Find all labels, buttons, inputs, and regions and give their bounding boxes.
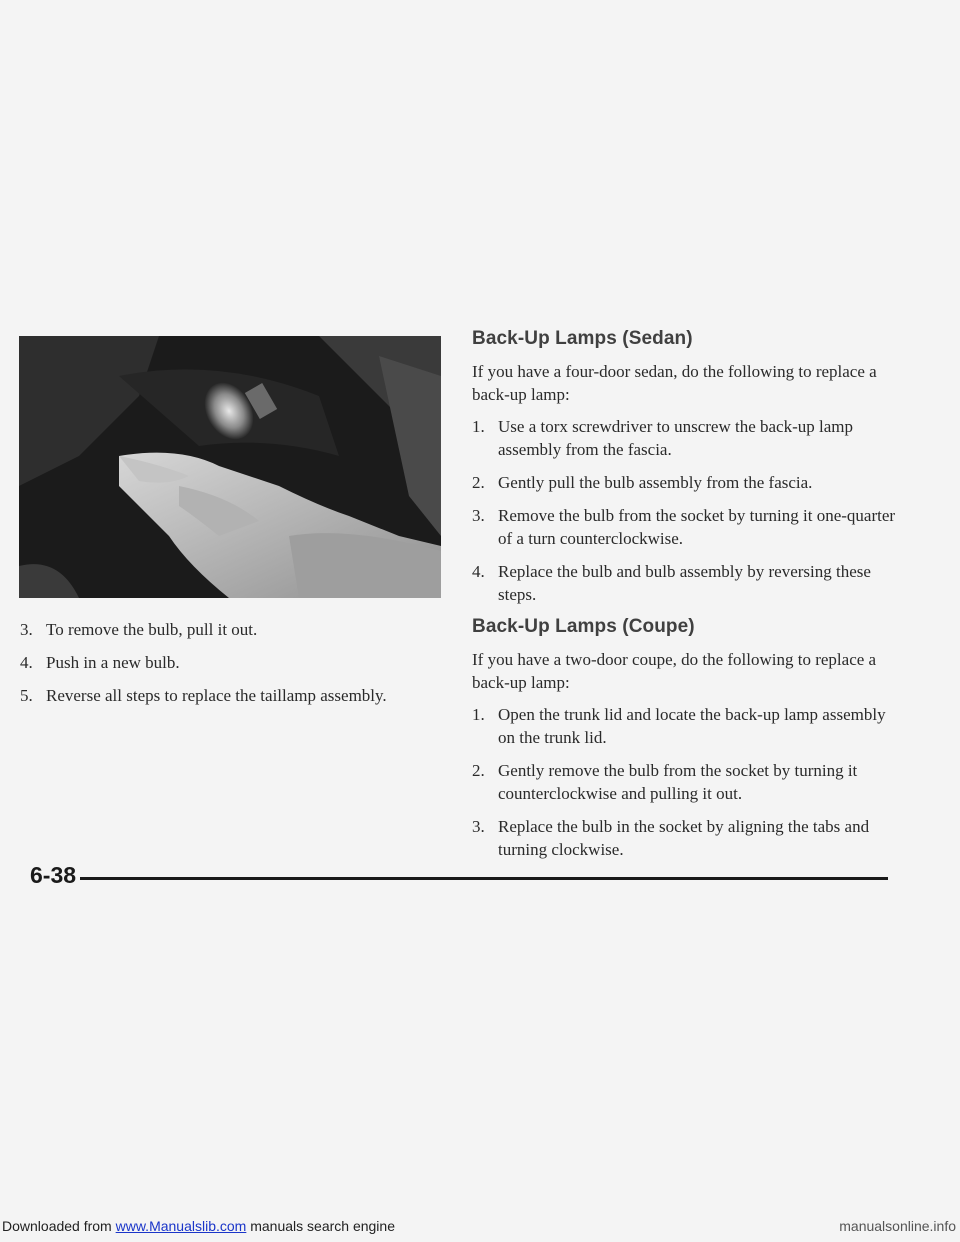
back-up-lamp-instructions	[472, 328, 902, 871]
list-item: 1. Use a torx screwdriver to unscrew the back-up lamp assembly from the fascia.	[472, 417, 853, 459]
footer-rule	[80, 877, 888, 880]
list-item: 3. To remove the bulb, pull it out.	[20, 620, 258, 639]
page-number: 6-38	[30, 862, 77, 888]
list-item: 1. Open the trunk lid and locate the back-up lamp assembly on the trunk lid.	[472, 705, 886, 747]
coupe-steps-list	[472, 703, 902, 861]
source-bar	[0, 1218, 960, 1236]
list-item: 2. Gently remove the bulb from the socket by turning it counterclockwise and pulling it out.	[472, 761, 858, 803]
section-heading-sedan: Back-Up Lamps (Sedan)	[472, 328, 693, 349]
manualslib-link[interactable]: www.Manualslib.com	[115, 1218, 247, 1234]
bulb-removal-photo	[19, 336, 441, 598]
page-footer	[30, 862, 888, 892]
list-item: 2. Gently pull the bulb assembly from the fascia.	[472, 473, 813, 492]
section-heading-coupe: Back-Up Lamps (Coupe)	[472, 616, 695, 637]
list-item: 4. Push in a new bulb.	[20, 653, 180, 672]
sedan-steps-list	[472, 415, 902, 606]
taillamp-steps-list	[20, 618, 430, 707]
section-intro-coupe: If you have a two-door coupe, do the following to replace a back-up lamp:	[472, 650, 877, 692]
watermark-text: manualsonline.info	[839, 1218, 956, 1234]
list-item: 3. Remove the bulb from the socket by turning it one-quarter of a turn counterclockwise.	[472, 506, 896, 548]
section-intro-sedan: If you have a four-door sedan, do the following to replace a back-up lamp:	[472, 362, 877, 404]
list-item: 4. Replace the bulb and bulb assembly by reversing these steps.	[472, 562, 871, 604]
list-item: 5. Reverse all steps to replace the taillamp assembly.	[20, 686, 387, 705]
source-attribution: Downloaded from www.Manualslib.com manuals search engine	[2, 1218, 395, 1234]
bulb-photo-illustration	[19, 336, 441, 598]
coupe-section	[472, 616, 902, 861]
list-item: 3. Replace the bulb in the socket by aligning the tabs and turning clockwise.	[472, 817, 870, 859]
taillamp-steps-continued	[20, 618, 430, 717]
